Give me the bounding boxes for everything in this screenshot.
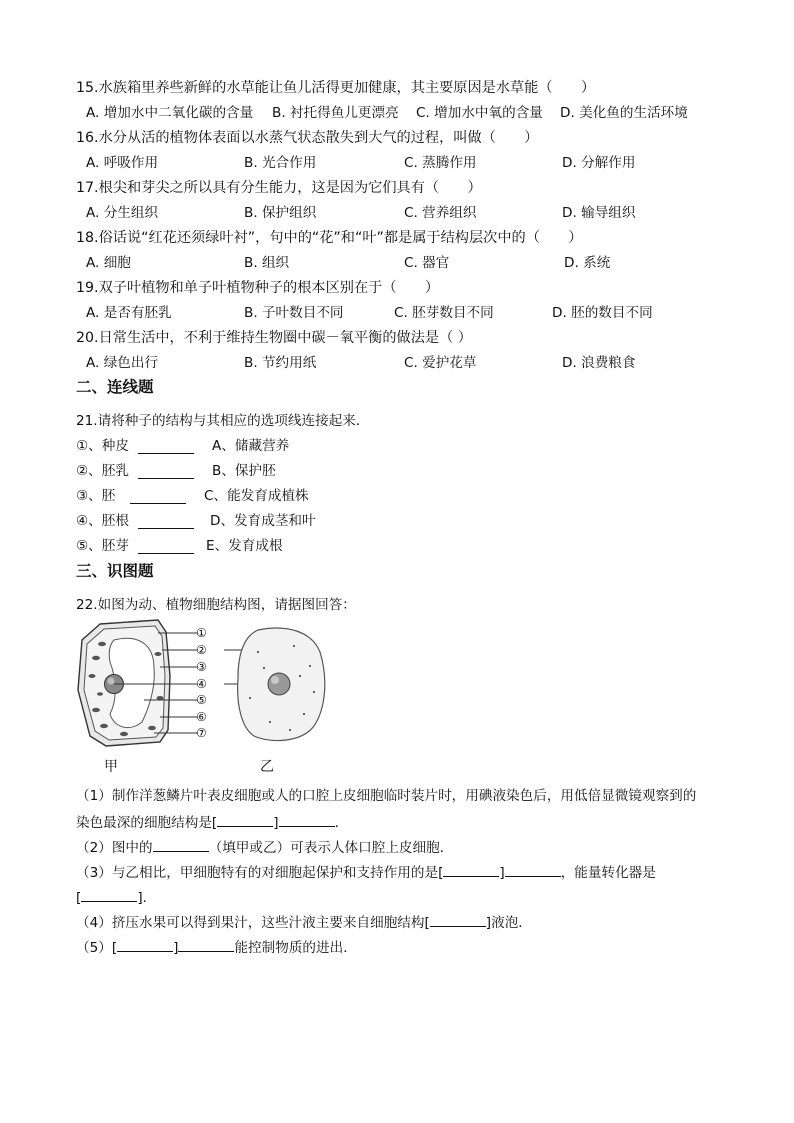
- question-17-options: [86, 204, 726, 222]
- text: ]: [173, 940, 179, 956]
- option-c: C. 胚芽数目不同: [394, 305, 494, 321]
- matching-row: [76, 487, 376, 505]
- answer-blank[interactable]: [117, 937, 173, 952]
- question-19-stem: 19.双子叶植物和单子叶植物种子的根本区别在于（ ）: [76, 280, 440, 296]
- plant-cell: [78, 620, 170, 746]
- subquestion-2: [76, 837, 453, 857]
- text: ]．: [137, 890, 157, 906]
- matching-right-item: D、发育成茎和叶: [210, 513, 316, 529]
- text: [: [76, 890, 82, 906]
- answer-blank[interactable]: [443, 862, 499, 877]
- option-c: C. 器官: [404, 255, 450, 271]
- label-5: ⑤: [196, 693, 207, 707]
- question-15-options: [86, 104, 726, 122]
- question-20-stem: 20.日常生活中，不利于维持生物圈中碳－氧平衡的做法是（ ）: [76, 330, 472, 346]
- answer-blank[interactable]: [153, 837, 209, 852]
- text: ]: [273, 815, 279, 831]
- subquestion-1-line2: [76, 812, 348, 832]
- answer-blank[interactable]: [505, 862, 561, 877]
- text: 染色最深的细胞结构是[: [76, 815, 218, 831]
- label-2: ②: [196, 643, 207, 657]
- subquestion-4: [76, 912, 532, 932]
- section-heading-matching: 二、连线题: [76, 378, 154, 396]
- option-b: B. 保护组织: [244, 205, 317, 221]
- answer-blank[interactable]: [178, 937, 234, 952]
- caption-plant-cell: 甲: [104, 759, 118, 775]
- question-22-stem: 22.如图为动、植物细胞结构图，请据图回答：: [76, 597, 356, 613]
- matching-left-item: ⑤、胚芽: [76, 538, 129, 554]
- text: ]液泡．: [485, 915, 532, 931]
- text: （4）挤压水果可以得到果汁，这些汁液主要来自细胞结构[: [76, 915, 430, 931]
- text: （2）图中的: [76, 840, 153, 856]
- option-a: A. 分生组织: [86, 205, 159, 221]
- option-a: A. 绿色出行: [86, 355, 159, 371]
- option-d: D. 系统: [564, 255, 611, 271]
- option-a: A. 增加水中二氧化碳的含量: [86, 105, 254, 121]
- section-heading-diagram: 三、识图题: [76, 562, 154, 580]
- matching-left-item: ①、种皮: [76, 438, 129, 454]
- matching-right-item: A、储藏营养: [212, 438, 290, 454]
- option-b: B. 节约用纸: [244, 355, 317, 371]
- answer-blank[interactable]: [217, 812, 273, 827]
- matching-right-item: E、发育成根: [206, 538, 283, 554]
- option-b: B. 子叶数目不同: [244, 305, 344, 321]
- option-b: B. 光合作用: [244, 155, 317, 171]
- subquestion-1-line1: （1）制作洋葱鳞片叶表皮细胞或人的口腔上皮细胞临时装片时，用碘液染色后，用低倍显微镜观察到的: [76, 788, 697, 804]
- option-d: D. 输导组织: [562, 205, 636, 221]
- matching-left-item: ②、胚乳: [76, 463, 129, 479]
- matching-row: [76, 437, 376, 455]
- subquestion-3-line2: [76, 887, 156, 907]
- option-d: D. 浪费粮食: [562, 355, 636, 371]
- question-19-options: [86, 304, 726, 322]
- question-15-stem: 15.水族箱里养些新鲜的水草能让鱼儿活得更加健康，其主要原因是水草能（ ）: [76, 80, 596, 96]
- answer-blank[interactable]: [430, 912, 486, 927]
- animal-cell: [238, 628, 325, 741]
- option-c: C. 营养组织: [404, 205, 477, 221]
- matching-left-item: ④、胚根: [76, 513, 129, 529]
- option-b: B. 组织: [244, 255, 290, 271]
- matching-right-item: B、保护胚: [212, 463, 276, 479]
- option-d: D. 分解作用: [562, 155, 636, 171]
- option-d: D. 胚的数目不同: [552, 305, 653, 321]
- text: （5）[: [76, 940, 118, 956]
- option-a: A. 是否有胚乳: [86, 305, 172, 321]
- matching-row: [76, 462, 376, 480]
- text: （填甲或乙）可表示人体口腔上皮细胞．: [208, 840, 454, 856]
- question-21-stem: 21.请将种子的结构与其相应的选项线连接起来．: [76, 413, 370, 429]
- text: ]: [499, 865, 505, 881]
- answer-blank[interactable]: [279, 812, 335, 827]
- text: 能控制物质的进出．: [234, 940, 357, 956]
- label-6: ⑥: [196, 710, 207, 724]
- label-3: ③: [196, 660, 207, 674]
- subquestion-3-line1: [76, 862, 656, 882]
- option-b: B. 衬托得鱼儿更漂亮: [272, 105, 399, 121]
- question-16-stem: 16.水分从活的植物体表面以水蒸气状态散失到大气的过程，叫做（ ）: [76, 130, 539, 146]
- option-a: A. 呼吸作用: [86, 155, 159, 171]
- answer-blank[interactable]: [81, 887, 137, 902]
- matching-row: [76, 537, 376, 555]
- cell-structure-diagram: [74, 618, 334, 753]
- matching-row: [76, 512, 376, 530]
- label-7: ⑦: [196, 726, 207, 740]
- question-18-options: [86, 254, 726, 272]
- option-c: C. 爱护花草: [404, 355, 477, 371]
- question-18-stem: 18.俗话说“红花还须绿叶衬”，句中的“花”和“叶”都是属于结构层次中的（ ）: [76, 230, 583, 246]
- text: ，能量转化器是: [560, 865, 656, 881]
- text: （3）与乙相比，甲细胞特有的对细胞起保护和支持作用的是[: [76, 865, 444, 881]
- option-c: C. 蒸腾作用: [404, 155, 477, 171]
- subquestion-5: [76, 937, 357, 957]
- question-20-options: [86, 354, 726, 372]
- option-a: A. 细胞: [86, 255, 131, 271]
- label-1: ①: [196, 626, 207, 640]
- option-c: C. 增加水中氧的含量: [416, 105, 543, 121]
- label-4: ④: [196, 677, 207, 691]
- question-16-options: [86, 154, 726, 172]
- matching-right-item: C、能发育成植株: [204, 488, 309, 504]
- text: ．: [334, 815, 349, 831]
- caption-animal-cell: 乙: [260, 759, 274, 775]
- matching-left-item: ③、胚: [76, 488, 116, 504]
- option-d: D. 美化鱼的生活环境: [560, 105, 688, 121]
- question-17-stem: 17.根尖和芽尖之所以具有分生能力，这是因为它们具有（ ）: [76, 180, 482, 196]
